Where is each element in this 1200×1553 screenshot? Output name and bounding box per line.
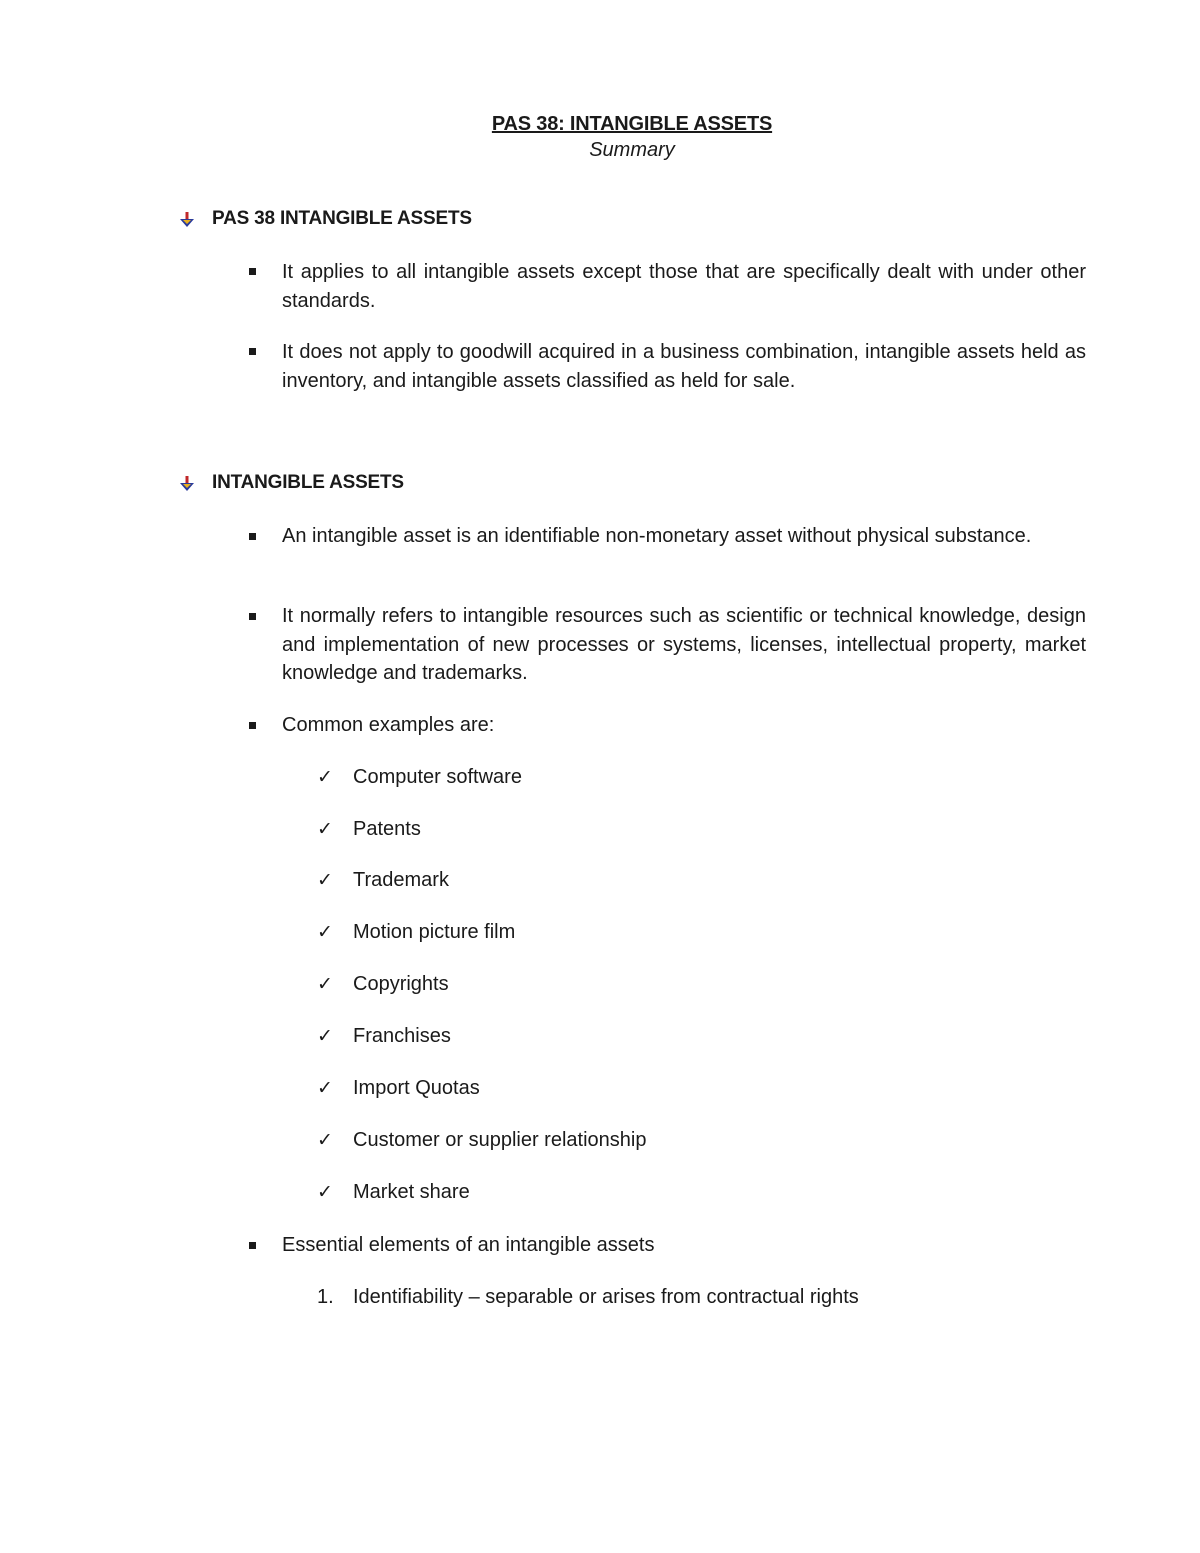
checkmark-icon: ✓ bbox=[317, 973, 333, 995]
bullet-text: Essential elements of an intangible assets bbox=[282, 1234, 655, 1256]
checkmark-icon: ✓ bbox=[317, 1129, 333, 1151]
example-item: Franchises bbox=[353, 1025, 451, 1047]
bullet-text: An intangible asset is an identifiable non-monetary asset without physical substance. bbox=[282, 525, 1032, 547]
example-item: Motion picture film bbox=[353, 921, 516, 943]
bullet-text: It applies to all intangible assets except those that are specifically dealt with under other standards. bbox=[282, 261, 1086, 312]
list-number: 1. bbox=[317, 1286, 334, 1308]
checkmark-icon: ✓ bbox=[317, 766, 333, 788]
checkmark-icon: ✓ bbox=[317, 1181, 333, 1203]
square-bullet-icon bbox=[249, 1242, 256, 1249]
document-subtitle: Summary bbox=[589, 139, 675, 161]
pushpin-arrow-icon bbox=[178, 210, 196, 230]
checkmark-icon: ✓ bbox=[317, 1077, 333, 1099]
example-item: Copyrights bbox=[353, 973, 449, 995]
document-title: PAS 38: INTANGIBLE ASSETS bbox=[491, 113, 773, 135]
square-bullet-icon bbox=[249, 268, 256, 275]
pushpin-arrow-icon bbox=[178, 474, 196, 494]
example-item: Computer software bbox=[353, 766, 522, 788]
section-heading: PAS 38 INTANGIBLE ASSETS bbox=[212, 208, 472, 229]
section-heading: INTANGIBLE ASSETS bbox=[212, 472, 404, 493]
square-bullet-icon bbox=[249, 613, 256, 620]
checkmark-icon: ✓ bbox=[317, 869, 333, 891]
bullet-text: It normally refers to intangible resources such as scientific or technical knowledge, design and implementation of new processes or systems, licenses, intellectual property, market knowledge and trademarks. bbox=[282, 605, 1086, 684]
bullet-text: It does not apply to goodwill acquired in a business combination, intangible assets held as inventory, and intangible assets classified as held for sale. bbox=[282, 341, 1086, 392]
example-item: Import Quotas bbox=[353, 1077, 480, 1099]
example-item: Market share bbox=[353, 1181, 470, 1203]
example-item: Patents bbox=[353, 818, 421, 840]
checkmark-icon: ✓ bbox=[317, 818, 333, 840]
square-bullet-icon bbox=[249, 533, 256, 540]
bullet-text: Common examples are: bbox=[282, 714, 495, 736]
numbered-item: Identifiability – separable or arises from contractual rights bbox=[353, 1286, 859, 1308]
square-bullet-icon bbox=[249, 348, 256, 355]
checkmark-icon: ✓ bbox=[317, 921, 333, 943]
checkmark-icon: ✓ bbox=[317, 1025, 333, 1047]
example-item: Trademark bbox=[353, 869, 449, 891]
square-bullet-icon bbox=[249, 722, 256, 729]
example-item: Customer or supplier relationship bbox=[353, 1129, 647, 1151]
